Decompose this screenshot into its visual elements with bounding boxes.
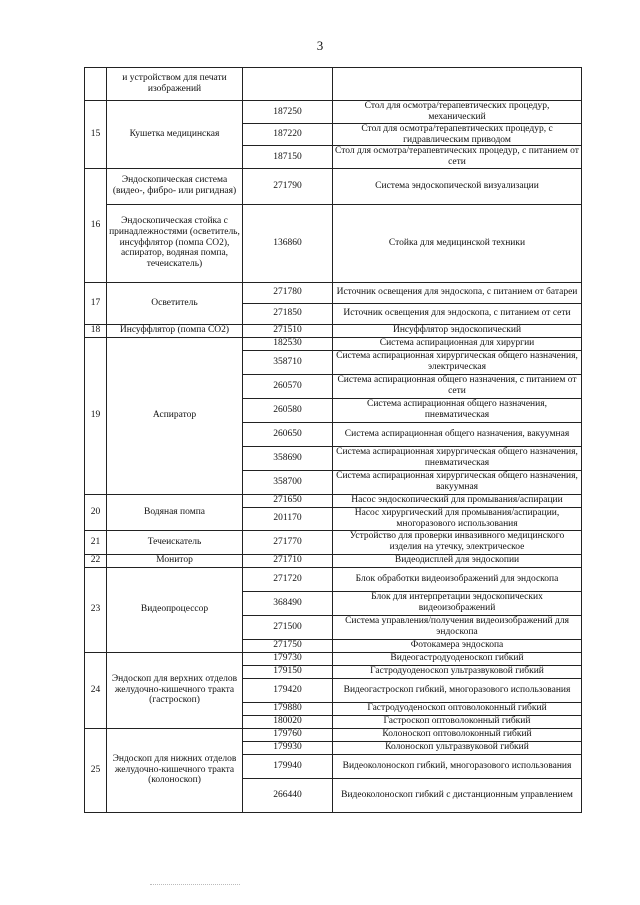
classifier-description-cell: Устройство для проверки инвазивного медицинского изделия на утечку, электрическое xyxy=(333,530,582,554)
table-row xyxy=(85,324,582,337)
classifier-code-cell: 260570 xyxy=(243,374,333,398)
classifier-description-cell: Гастродуоденоскоп оптоволоконный гибкий xyxy=(333,702,582,715)
table-row xyxy=(85,494,582,507)
table-row xyxy=(85,652,582,665)
classifier-code-cell: 271780 xyxy=(243,282,333,303)
classifier-description-cell: Фотокамера эндоскопа xyxy=(333,639,582,652)
table-row xyxy=(85,567,582,591)
equipment-name-cell: Осветитель xyxy=(107,282,243,324)
table-row xyxy=(85,282,582,303)
equipment-name-cell: Монитор xyxy=(107,554,243,567)
classifier-description-cell: Система аспирационная хирургическая общего назначения, электрическая xyxy=(333,350,582,374)
classifier-code-cell: 179880 xyxy=(243,702,333,715)
classifier-code-cell: 179940 xyxy=(243,754,333,778)
equipment-table xyxy=(84,67,582,813)
row-number-cell: 22 xyxy=(85,554,107,567)
classifier-code-cell: 187250 xyxy=(243,101,333,124)
classifier-code-cell: 271770 xyxy=(243,530,333,554)
classifier-description-cell: Стол для осмотра/терапевтических процедур, с гидравлическим приводом xyxy=(333,124,582,146)
classifier-description-cell: Видеоколоноскоп гибкий, многоразового использования xyxy=(333,754,582,778)
classifier-code-cell: 271750 xyxy=(243,639,333,652)
table-row xyxy=(85,101,582,124)
classifier-description-cell: Колоноскоп оптоволоконный гибкий xyxy=(333,728,582,741)
classifier-code-cell: 180020 xyxy=(243,715,333,728)
classifier-description-cell: Источник освещения для эндоскопа, с питанием от сети xyxy=(333,303,582,324)
classifier-description-cell: Видеодисплей для эндоскопии xyxy=(333,554,582,567)
classifier-description-cell: Стол для осмотра/терапевтических процедур, с питанием от сети xyxy=(333,146,582,168)
equipment-name-cell: Течеискатель xyxy=(107,530,243,554)
classifier-description-cell: Блок обработки видеоизображений для эндоскопа xyxy=(333,567,582,591)
classifier-description-cell: Система аспирационная общего назначения, пневматическая xyxy=(333,398,582,422)
classifier-description-cell: Система аспирационная хирургическая общего назначения, вакуумная xyxy=(333,470,582,494)
row-number-cell: 24 xyxy=(85,652,107,728)
classifier-description-cell: Система эндоскопической визуализации xyxy=(333,168,582,204)
classifier-code-cell: 260650 xyxy=(243,422,333,446)
classifier-code-cell: 179930 xyxy=(243,741,333,754)
row-number-cell xyxy=(85,68,107,101)
equipment-name-cell: Эндоскоп для верхних отделов желудочно-кишечного тракта (гастроскоп) xyxy=(107,652,243,728)
classifier-code-cell: 368490 xyxy=(243,591,333,615)
table-row xyxy=(85,554,582,567)
classifier-description-cell: Система аспирационная общего назначения, с питанием от сети xyxy=(333,374,582,398)
row-number-cell: 15 xyxy=(85,101,107,169)
classifier-description-cell: Блок для интерпретации эндоскопических видеоизображений xyxy=(333,591,582,615)
equipment-name-cell: Аспиратор xyxy=(107,337,243,494)
equipment-name-cell: Кушетка медицинская xyxy=(107,101,243,169)
page-number: 3 xyxy=(316,38,324,53)
classifier-code-cell: 187220 xyxy=(243,124,333,146)
classifier-code-cell: 271850 xyxy=(243,303,333,324)
equipment-name-cell: Видеопроцессор xyxy=(107,567,243,652)
classifier-code-cell: 179760 xyxy=(243,728,333,741)
equipment-name-cell: Инсуффлятор (помпа CO2) xyxy=(107,324,243,337)
classifier-description-cell: Инсуффлятор эндоскопический xyxy=(333,324,582,337)
table-row xyxy=(85,530,582,554)
table-row xyxy=(85,68,582,101)
classifier-description-cell: Система управления/получения видеоизображений для эндоскопа xyxy=(333,615,582,639)
classifier-description-cell: Источник освещения для эндоскопа, с питанием от батареи xyxy=(333,282,582,303)
equipment-name-cell: Эндоскопическая система (видео-, фибро- или ригидная) xyxy=(107,168,243,204)
row-number-cell: 17 xyxy=(85,282,107,324)
classifier-description-cell: Видеоколоноскоп гибкий с дистанционным управлением xyxy=(333,778,582,812)
table-row xyxy=(85,728,582,741)
classifier-description-cell: Насос эндоскопический для промывания/аспирации xyxy=(333,494,582,507)
classifier-description-cell: Стол для осмотра/терапевтических процедур, механический xyxy=(333,101,582,124)
classifier-code-cell: 179730 xyxy=(243,652,333,665)
classifier-code-cell: 358710 xyxy=(243,350,333,374)
classifier-code-cell: 260580 xyxy=(243,398,333,422)
row-number-cell: 20 xyxy=(85,494,107,530)
row-number-cell: 23 xyxy=(85,567,107,652)
classifier-code-cell: 358700 xyxy=(243,470,333,494)
classifier-description-cell: Гастроскоп оптоволоконный гибкий xyxy=(333,715,582,728)
classifier-code-cell: 187150 xyxy=(243,146,333,168)
table-row xyxy=(85,204,582,282)
classifier-description-cell: Гастродуоденоскоп ультразвуковой гибкий xyxy=(333,665,582,678)
row-number-cell: 19 xyxy=(85,337,107,494)
classifier-description-cell: Система аспирационная хирургическая общего назначения, пневматическая xyxy=(333,446,582,470)
classifier-description-cell: Колоноскоп ультразвуковой гибкий xyxy=(333,741,582,754)
row-number-cell: 21 xyxy=(85,530,107,554)
equipment-name-cell: и устройством для печати изображений xyxy=(107,68,243,101)
classifier-code-cell: 358690 xyxy=(243,446,333,470)
classifier-description-cell: Видеогастроскоп гибкий, многоразового использования xyxy=(333,678,582,702)
classifier-description-cell: Стойка для медицинской техники xyxy=(333,204,582,282)
equipment-name-cell: Эндоскоп для нижних отделов желудочно-кишечного тракта (колоноскоп) xyxy=(107,728,243,812)
classifier-code-cell: 271720 xyxy=(243,567,333,591)
classifier-code-cell: 136860 xyxy=(243,204,333,282)
classifier-code-cell: 271790 xyxy=(243,168,333,204)
classifier-code-cell: 182530 xyxy=(243,337,333,350)
classifier-code-cell: 271710 xyxy=(243,554,333,567)
equipment-name-cell: Эндоскопическая стойка с принадлежностями (осветитель, инсуффлятор (помпа CO2), аспиратор, водяная помпа, течеискатель) xyxy=(107,204,243,282)
row-number-cell: 18 xyxy=(85,324,107,337)
classifier-description-cell: Система аспирационная общего назначения, вакуумная xyxy=(333,422,582,446)
table-row xyxy=(85,168,582,204)
classifier-code-cell: 266440 xyxy=(243,778,333,812)
classifier-description-cell: Насос хирургический для промывания/аспирации, многоразового использования xyxy=(333,507,582,530)
row-number-cell: 16 xyxy=(85,168,107,282)
classifier-description-cell: Система аспирационная для хирургии xyxy=(333,337,582,350)
footer-dotted-mark xyxy=(150,884,240,885)
classifier-code-cell: 179420 xyxy=(243,678,333,702)
row-number-cell: 25 xyxy=(85,728,107,812)
classifier-code-cell: 271510 xyxy=(243,324,333,337)
classifier-code-cell: 271500 xyxy=(243,615,333,639)
classifier-code-cell: 179150 xyxy=(243,665,333,678)
equipment-name-cell: Водяная помпа xyxy=(107,494,243,530)
classifier-code-cell: 201170 xyxy=(243,507,333,530)
classifier-description-cell xyxy=(333,68,582,101)
table-row xyxy=(85,337,582,350)
classifier-code-cell: 271650 xyxy=(243,494,333,507)
classifier-code-cell xyxy=(243,68,333,101)
classifier-description-cell: Видеогастродуоденоскоп гибкий xyxy=(333,652,582,665)
